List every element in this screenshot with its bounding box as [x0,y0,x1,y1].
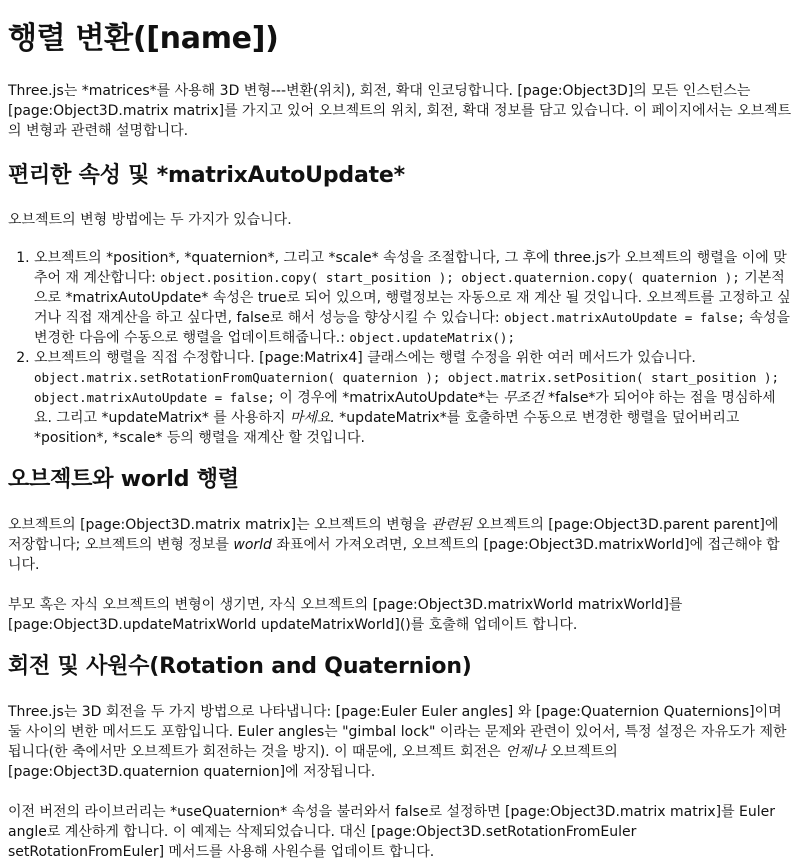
section3-p1-text-b: 오브젝트의 [page:Object3D.quaternion quaternion]에 저장됩니다. [8,744,618,780]
section2-paragraph-2: 부모 혹은 자식 오브젝트의 변형이 생기면, 자식 오브젝트의 [page:Object3D.matrixWorld matrixWorld]를 [page:Object3D.updateMatrixWorld updateMatrixWorld]()를 호출해 업데이트 합니다. [8,597,683,633]
section-heading-rotation-quaternion: 회전 및 사원수(Rotation and Quaternion) [8,654,472,679]
item1-text-c: 속성을 변경한 다음에 수동으로 행렬을 업데이트해줍니다.: [34,310,790,346]
section2-paragraph-1 [8,515,792,575]
section3-emphasis-always: 언제나 [505,744,546,760]
item2-text-b: 이 경우에 *matrixAutoUpdate*는 [274,390,504,406]
section2-p1-text-b: 오브젝트의 [page:Object3D.parent parent]에 저장합니다; 오브젝트의 변형 정보를 [8,517,779,553]
item1-text-a: 오브젝트의 *position*, *quaternion*, 그리고 *scale* 속성을 조절합니다, 그 후에 three.js가 오브젝트의 행렬을 이에 맞추어 재 계산합니다: [34,250,787,286]
item1-code-b: object.matrixAutoUpdate = false; [504,310,745,325]
item1-code-c: object.updateMatrix(); [349,330,515,345]
section3-paragraph-1 [8,702,792,782]
list-item [34,348,792,448]
section3-p1-text-a: Three.js는 3D 회전을 두 가지 방법으로 나타냅니다: [page:Euler Euler angles] 와 [page:Quaternion Quaternions]이며 둘 사이의 변한 메서드도 포함입니다. Euler angles는 "gimbal lock" 이라는 문제와 관련이 있어서, 특정 설정은 자유도가 제한됩니다(한 축에서만 오브젝트가 회전하는 것을 방지). 이 때문에, 오브젝트 회전은 [8,704,787,760]
item1-text-b: 기본적으로 *matrixAutoUpdate* 속성은 true로 되어 있으며, 행렬정보는 자동으로 재 계산 될 것입니다. 오브젝트를 고정하고 싶거나 직접 재계산을 하고 싶다면, false로 해서 성능을 향상시킬 수 있습니다: [34,270,791,326]
section-heading-world-matrix: 오브젝트와 world 행렬 [8,467,239,492]
item2-text-a: 오브젝트의 행렬을 직접 수정합니다. [page:Matrix4] 클래스에는 행렬 수정을 위한 여러 메서드가 있습니다. [34,350,696,366]
section3-paragraph-2: 이전 버전의 라이브러리는 *useQuaternion* 속성을 불러와서 false로 설정하면 [page:Object3D.matrix matrix]를 Euler angle로 계산하게 합니다. 이 예제는 삭제되었습니다. 대신 [page:Object3D.setRotationFromEuler setRotationFromEuler] 메서드를 사용해 사원수를 업데이트 합니다. [8,804,776,860]
list-item [34,248,792,348]
item2-emphasis-always: 무조건 [503,390,544,406]
intro-paragraph: Three.js는 *matrices*를 사용해 3D 변형---변환(위치), 회전, 확대 인코딩합니다. [page:Object3D]의 모든 인스턴스는 [page:Object3D.matrix matrix]를 가지고 있어 오브젝트의 위치, 회전, 확대 정보를 담고 있습니다. 이 페이지에서는 오브젝트의 변형과 관련해 설명합니다. [8,83,792,139]
transform-methods-list [8,248,792,448]
item2-code-a: object.matrix.setRotationFromQuaternion( quaternion ); object.matrix.setPosition( start_position ); object.matrixAutoUpdate = false; [34,370,780,405]
section2-p1-text-a: 오브젝트의 [page:Object3D.matrix matrix]는 오브젝트의 변형을 [8,517,432,533]
section2-emphasis-world: world [233,537,272,553]
section2-emphasis-relative: 관련된 [431,517,472,533]
item2-emphasis-dont: 마세요. [289,410,335,426]
section1-lead: 오브젝트의 변형 방법에는 두 가지가 있습니다. [8,212,292,228]
page-title: 행렬 변환([name]) [8,21,279,56]
item2-text-d: *updateMatrix*를 호출하면 수동으로 변경한 행렬을 덮어버리고*position*, *scale* 등의 행렬을 재계산 할 것입니다. [34,410,740,446]
section-heading-matrix-auto-update: 편리한 속성 및 *matrixAutoUpdate* [8,163,405,188]
section2-p1-text-c: 좌표에서 가져오려면, 오브젝트의 [page:Object3D.matrixWorld]에 접근해야 합니다. [8,537,780,573]
item1-code-a: object.position.copy( start_position ); object.quaternion.copy( quaternion ); [160,270,740,285]
item2-text-c: *false*가 되어야 하는 점을 명심하세요. 그리고 *updateMatrix* 를 사용하지 [34,390,776,426]
